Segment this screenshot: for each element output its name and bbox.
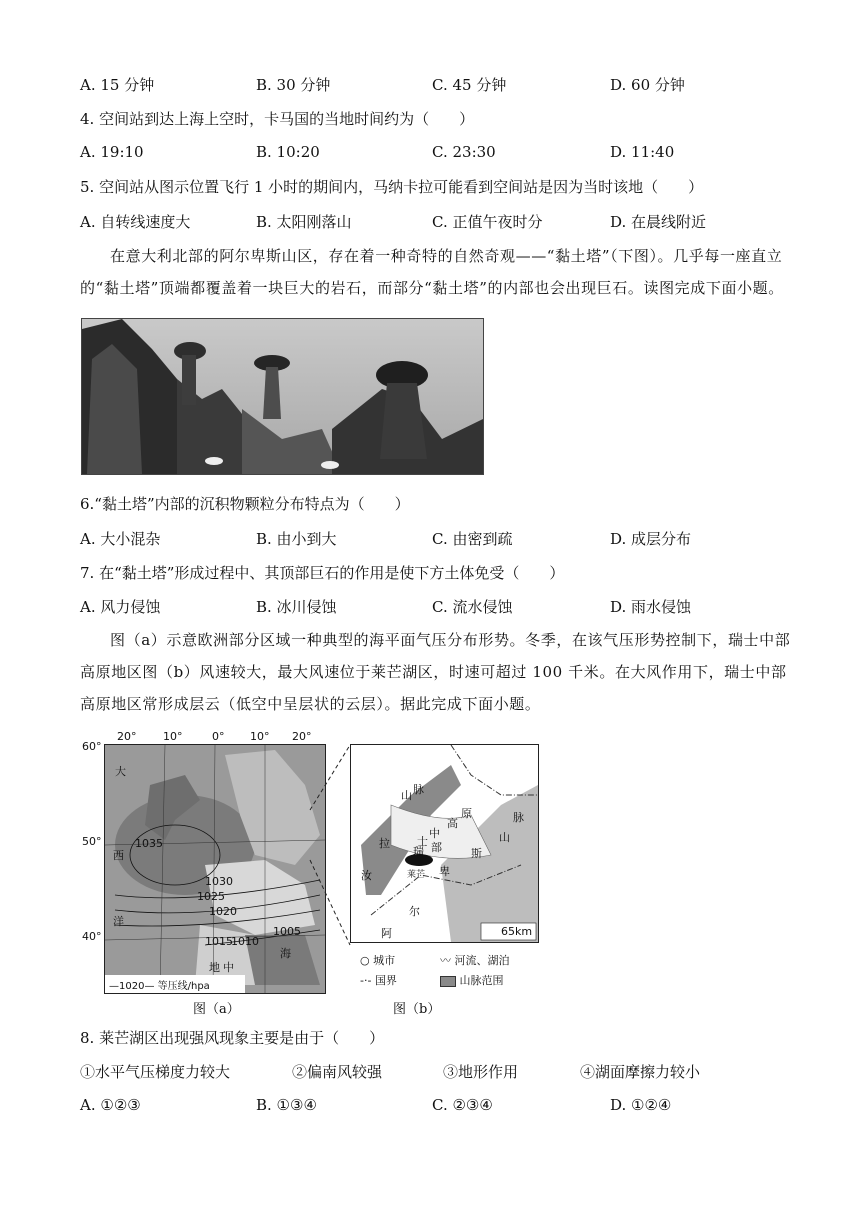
map-b-label: 阿 bbox=[381, 927, 392, 940]
river-icon: 〰 bbox=[440, 954, 451, 967]
q5-option-b: B. 太阳刚落山 bbox=[256, 213, 352, 231]
map-b-label: 脉 bbox=[513, 811, 524, 824]
figure-b-caption: 图（b） bbox=[393, 1002, 441, 1017]
map-a-place-label: 海 bbox=[280, 947, 291, 960]
isobar-label: 1005 bbox=[273, 925, 301, 938]
map-a-legend: —1020— 等压线/hpa bbox=[109, 981, 210, 992]
q8-stem: 8. 莱芒湖区出现强风现象主要是由于（ ） bbox=[80, 1029, 385, 1047]
clay-towers-photo bbox=[81, 318, 484, 475]
q7-stem: 7. 在“黏土塔”形成过程中、其顶部巨石的作用是使下方土体免受（ ） bbox=[80, 564, 565, 582]
q7-option-b: B. 冰川侵蚀 bbox=[256, 598, 337, 616]
map-b-legend-city: ○ 城市 bbox=[360, 954, 396, 967]
map-a-europe-pressure bbox=[104, 744, 326, 994]
isobar-label: 1010 bbox=[231, 935, 259, 948]
isobar-label: 1035 bbox=[135, 837, 163, 850]
map-b-label: 高 bbox=[447, 817, 458, 830]
q5-option-c: C. 正值午夜时分 bbox=[432, 213, 543, 231]
map-b-label: 中 bbox=[429, 827, 440, 840]
map-b-label: 拉 bbox=[379, 837, 390, 850]
q8-option-a: A. ①②③ bbox=[80, 1096, 141, 1114]
q3-option-a: A. 15 分钟 bbox=[80, 76, 155, 94]
q8-option-d: D. ①②④ bbox=[610, 1096, 672, 1114]
map-b-label: 莱芒 bbox=[407, 870, 426, 880]
map-a-place-label: 中 bbox=[223, 961, 234, 974]
map-b-legend-border: -·- 国界 bbox=[360, 974, 397, 987]
q4-option-a: A. 19:10 bbox=[80, 143, 144, 161]
q4-option-d: D. 11:40 bbox=[610, 143, 675, 161]
q7-option-d: D. 雨水侵蚀 bbox=[610, 598, 692, 616]
isobar-label: 1025 bbox=[197, 890, 225, 903]
q5-option-d: D. 在晨线附近 bbox=[610, 213, 707, 231]
map-b-legend-mountain: 山脉范围 bbox=[440, 972, 504, 988]
lon-label: 10° bbox=[163, 730, 183, 743]
q4-stem: 4. 空间站到达上海上空时，卡马国的当地时间约为（ ） bbox=[80, 110, 475, 128]
mountain-range-icon bbox=[440, 976, 456, 987]
map-b-switzerland bbox=[350, 744, 539, 943]
lat-label: 60° bbox=[82, 740, 102, 753]
passage-clay-towers: 在意大利北部的阿尔卑斯山区，存在着一种奇特的自然奇观——“黏土塔”（下图）。几乎每一座直立的“黏土塔”顶端都覆盖着一块巨大的岩石，而部分“黏土塔”的内部也会出现巨石。读图完成下面小题。 bbox=[80, 247, 784, 297]
map-b-label: 尔 bbox=[409, 905, 420, 918]
map-b-label: 汝 bbox=[361, 869, 372, 882]
q7-option-c: C. 流水侵蚀 bbox=[432, 598, 513, 616]
map-a-place-label: 地 bbox=[209, 961, 220, 974]
q6-option-c: C. 由密到疏 bbox=[432, 530, 513, 548]
q3-option-d: D. 60 分钟 bbox=[610, 76, 685, 94]
q3-option-c: C. 45 分钟 bbox=[432, 76, 507, 94]
q7-option-a: A. 风力侵蚀 bbox=[80, 598, 161, 616]
map-b-legend-river: 〰 河流、湖泊 bbox=[440, 954, 510, 967]
map-b-label: 脉 bbox=[413, 783, 424, 796]
map-b-label: 卑 bbox=[439, 865, 450, 878]
q8-factor-3: ③地形作用 bbox=[443, 1063, 519, 1081]
passage-europe-pressure: 图（a）示意欧洲部分区域一种典型的海平面气压分布形势。冬季，在该气压形势控制下，瑞士中部高原地区图（b）风速较大，最大风速位于莱芒湖区，时速可超过 100 千米。在大风作用下，瑞士中部高原地区常形成层云（低空中呈层状的云层）。据此完成下面小题。 bbox=[80, 631, 791, 713]
map-b-label: 瑞 bbox=[413, 845, 424, 858]
map-a-place-label: 西 bbox=[113, 849, 124, 862]
isobar-label: 1030 bbox=[205, 875, 233, 888]
q8-factor-1: ①水平气压梯度力较大 bbox=[80, 1063, 231, 1081]
lat-label: 40° bbox=[82, 930, 102, 943]
q8-factor-4: ④湖面摩擦力较小 bbox=[580, 1063, 701, 1081]
map-b-label: 斯 bbox=[471, 847, 482, 860]
q8-option-c: C. ②③④ bbox=[432, 1096, 493, 1114]
q4-option-b: B. 10:20 bbox=[256, 143, 320, 161]
map-b-label: 原 bbox=[461, 807, 472, 820]
q3-option-b: B. 30 分钟 bbox=[256, 76, 331, 94]
q8-option-b: B. ①③④ bbox=[256, 1096, 317, 1114]
q6-option-d: D. 成层分布 bbox=[610, 530, 692, 548]
q5-stem: 5. 空间站从图示位置飞行 1 小时的期间内，马纳卡拉可能看到空间站是因为当时该地（ ） bbox=[80, 178, 704, 196]
lon-label: 20° bbox=[292, 730, 312, 743]
q5-option-a: A. 自转线速度大 bbox=[80, 213, 191, 231]
map-b-label: 部 bbox=[431, 841, 442, 854]
q6-option-a: A. 大小混杂 bbox=[80, 530, 161, 548]
map-b-label: 士 bbox=[417, 835, 428, 848]
q4-option-c: C. 23:30 bbox=[432, 143, 496, 161]
isobar-label: 1020 bbox=[209, 905, 237, 918]
lat-label: 50° bbox=[82, 835, 102, 848]
figure-a-caption: 图（a） bbox=[193, 1002, 240, 1017]
lon-label: 10° bbox=[250, 730, 270, 743]
q6-option-b: B. 由小到大 bbox=[256, 530, 337, 548]
border-icon: -·- bbox=[360, 974, 372, 987]
isobar-label: 1015 bbox=[205, 935, 233, 948]
map-b-label: 山 bbox=[401, 789, 412, 802]
q8-factor-2: ②偏南风较强 bbox=[292, 1063, 383, 1081]
lon-label: 20° bbox=[117, 730, 137, 743]
lon-label: 0° bbox=[212, 730, 225, 743]
q6-stem: 6.“黏土塔”内部的沉积物颗粒分布特点为（ ） bbox=[80, 495, 410, 513]
map-a-place-label: 大 bbox=[115, 765, 126, 778]
map-b-label: 山 bbox=[499, 831, 510, 844]
city-icon: ○ bbox=[360, 954, 370, 967]
map-b-scale: 65km bbox=[501, 925, 533, 938]
map-a-place-label: 洋 bbox=[113, 915, 124, 928]
